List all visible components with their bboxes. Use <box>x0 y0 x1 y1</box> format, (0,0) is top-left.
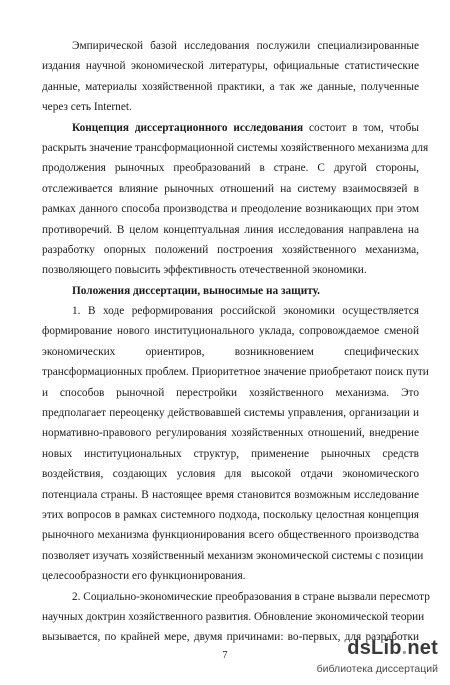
text-line: рыночного механизма функционирования всего общественного производства <box>42 529 419 542</box>
text-line: продолжения рыночных преобразований в стране. С другой стороны, <box>42 162 419 175</box>
text-line: потенциала страны. В настоящее время становится возможным исследование <box>42 488 419 501</box>
logo-wordmark <box>347 637 438 660</box>
text-line: разработку опорных положений построения хозяйственного механизма, <box>42 243 419 256</box>
text-line: позволяет изучать хозяйственный механизм экономической системы с позиции <box>42 549 424 562</box>
text-line: издания научной экономической литературы, официальные статистические <box>42 60 419 73</box>
text-line: научных доктрин хозяйственного развития. Обновление экономической теории <box>42 610 425 623</box>
text-line: позволяющего повысить эффективность отечественной экономики. <box>42 264 367 277</box>
page-number: 7 <box>222 650 228 661</box>
body-text <box>42 36 430 648</box>
text-line <box>42 118 419 138</box>
text-line: этих вопросов в рамках системного подхода, поскольку целостная концепция <box>42 508 419 521</box>
text-line: рамках данного способа производства и преодоление возникающих при этом <box>42 203 419 216</box>
text-line: целесообразности его функционирования. <box>42 570 246 583</box>
text-line: отслеживается влияние рыночных отношений на систему взаимосвязей в <box>42 182 419 195</box>
text-line: 2. Социально-экономические преобразования в стране вызвали пересмотр <box>72 590 430 603</box>
text-line: предполагает переоценку действовавшей системы управления, организации и <box>42 407 419 420</box>
text-line: 1. В ходе реформирования российской экономики осуществляется <box>72 305 419 318</box>
text-line: формирование нового институционального уклада, сопровождаемое сменой <box>42 325 419 338</box>
text-line: через сеть Internet. <box>42 101 132 114</box>
section-heading: Положения диссертации, выносимые на защиту. <box>72 284 320 297</box>
text-line: противоречий. В целом концептуальная линия исследования направлена на <box>42 223 419 236</box>
logo-main: dsLib <box>347 637 402 659</box>
text-line: и способов рыночной перестройки хозяйственного механизма. Это <box>42 386 419 399</box>
text-line: раскрыть значение трансформационной системы хозяйственного механизма для <box>42 141 429 154</box>
logo-subtitle: библиотека диссертаций <box>316 663 438 675</box>
text-line: нормативно-правового регулирования хозяйственных отношений, внедрение <box>42 427 419 440</box>
text-line: данные, материалы хозяйственной практики, а так же данные, полученные <box>42 80 419 93</box>
text-line: Эмпирической базой исследования послужили специализированные <box>72 40 419 52</box>
logo-tld: net <box>407 637 438 659</box>
text-line: вызывается, по крайней мере, двумя причинами: во-первых, для разработки <box>42 631 419 644</box>
text-line: воздействия, создающих условия для высокой отдачи экономического <box>42 468 419 481</box>
text-line: экономических ориентиров, возникновением специфических <box>42 345 419 358</box>
text-line: трансформационных проблем. Приоритетное значение приобретают поиск пути <box>42 366 429 379</box>
bold-term: Концепция диссертационного исследования <box>72 121 304 134</box>
text-fragment: состоит в том, чтобы <box>303 121 419 134</box>
logo-dot: . <box>401 637 408 659</box>
watermark-logo <box>318 637 438 681</box>
text-line: новых институциональных структур, применение рыночных средств <box>42 447 419 460</box>
